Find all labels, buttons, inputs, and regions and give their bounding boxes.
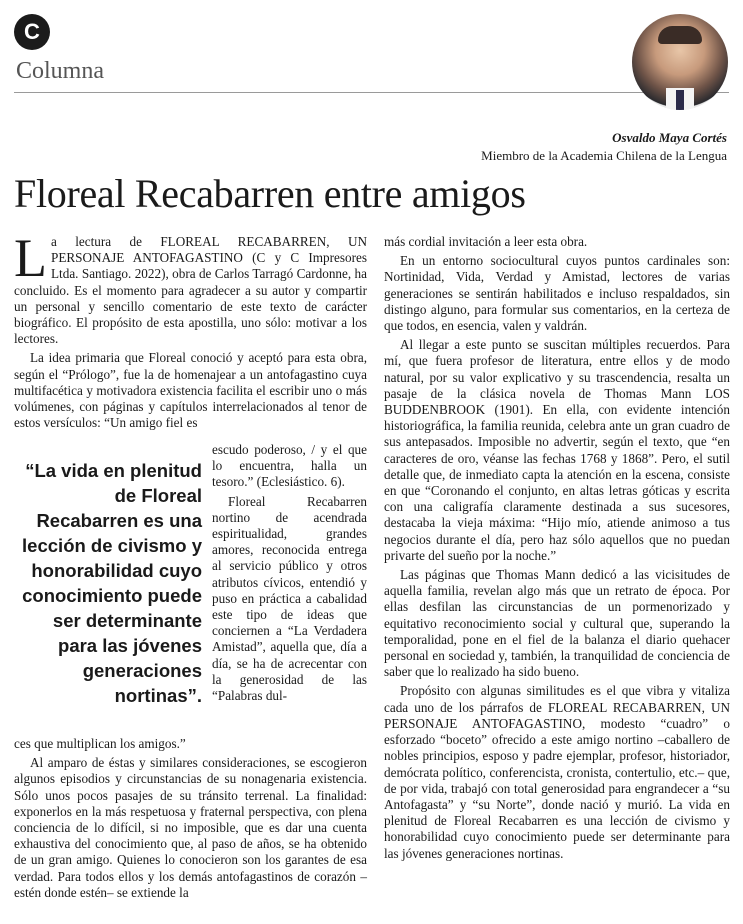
paragraph-8: Propósito con algunas similitudes es el que vibra y vitaliza cada uno de los párrafos de FLOREAL RECABARREN, UN PERSONAJE ANTOFAGASTINO, modesto “cuadro” o esforzado “boceto” ofrecido a este amigo nortino –caballero de nobles principios, esposo y padre ejemplar, profesor, historiador, demócrata político, conferencista, cronista, contertulio, etc.– que, de por vida, trabajó con total generosidad para engrandecer a “su Antofagasta” y “su Norte”, donde nació y murió. La vida en plenitud de Floreal Recabarren es una lección de civismo y honorabilidad cuyo conocimiento puede ser determinante para las jóvenes generaciones nortinas. xyxy=(384,683,730,861)
pull-quote: “La vida en plenitud de Floreal Recabarren es una lección de civismo y honorabilidad cuyo conocimiento puede ser determinante para las jóvenes generaciones nortinas”. xyxy=(22,460,202,706)
paragraph-2: La idea primaria que Floreal conoció y aceptó para esta obra, según el “Prólogo”, fue la de homenajear a un antofagastino cuya multifacética y motivadora existencia facilita el escribir uno o más volúmenes, con páginas y capítulos interrelacionados al tenor de estos versículos: “Un amigo fiel es xyxy=(14,350,367,431)
paragraph-7: Las páginas que Thomas Mann dedicó a las vicisitudes de aquella familia, revelan algo más que un retrato de época. Por ellas desfilan las circunstancias de un pormenorizado y equitativo reconocimiento social y cultural que, superando la temporalidad, pone en el fiel de la balanza el diario quehacer personal en sociedad y, también, la tranquilidad de conciencia de saber que lo realizado ha sido bueno. xyxy=(384,567,730,680)
column-left-top xyxy=(14,228,367,434)
author-name: Osvaldo Maya Cortés xyxy=(612,130,727,145)
column-left-bottom xyxy=(14,736,367,904)
paragraph-4-continued: más cordial invitación a leer esta obra. xyxy=(384,234,588,249)
paragraph-5: En un entorno sociocultural cuyos puntos cardinales son: Nortinidad, Vida, Verdad y Amistad, lectores de varias generaciones se sentirán habilitados e incluso respaldados, sin distingo alguno, para formular sus comentarios, en la certeza de que todos, en esencia, valen y valdrán. xyxy=(384,253,730,334)
column-narrow xyxy=(212,442,367,707)
paragraph-6: Al llegar a este punto se suscitan múltiples recuerdos. Para mí, que fuera profesor de literatura, entre ellos y de modo natural, por su valor explicativo y su trascendencia, resalta un pasaje de la clásica novela de Thomas Mann LOS BUDDENBROOK (1901). En ella, con evidente intención historiográfica, la familia reunida, celebra ante un gran cuadro de sus antepasados. Imposible no advertir, según el texto, que “en caracteres de oro, véanse las fechas 1768 y 1868”. Pero, el sutil detalle que, de inmediato capta la atención en la escena, consiste en que “Coronando el conjunto, en altas letras góticas y escrita con una caligrafía claramente destinada a sus sucesores, destacaba la vieja máxima: “Hijo mío, atiende animoso a tus negocios durante el día, pero haz sólo aquellos que no puedan privarte del sueño por la noche.” xyxy=(384,337,730,563)
paragraph-2-continued: escudo poderoso, / y el que lo encuentra, halla un tesoro.” (Eclesiástico. 6). xyxy=(212,442,367,490)
section-badge: C xyxy=(14,14,50,50)
headline: Floreal Recabarren entre amigos xyxy=(14,171,526,216)
drop-cap: L xyxy=(14,228,47,288)
paragraph-4: Al amparo de éstas y similares consideraciones, se escogieron algunos episodios y circunstancias de su nonagenaria existencia. Sólo unos pocos pasajes de su tránsito terrenal. La finalidad: exponerlos en la más respetuosa y fraternal perspectiva, con plena conciencia de lo difícil, si no imposible, que es dar una cuenta exhaustiva del conocimiento que, al paso de años, se ha obtenido de un gran amigo. Quienes lo conocieron son los garantes de esa verdad. Para todos ellos y los demás antofagastinos de corazón –estén donde estén– se extiende la xyxy=(14,755,367,900)
header-rule xyxy=(14,92,729,93)
paragraph-3: Floreal Recabarren nortino de acendrada espiritualidad, grandes amores, reconocida entrega al servicio público y otros atributos cívicos, entendió y puso en práctica a cabalidad este tipo de ideas que conciernen a “La Verdadera Amistad”, aquella que, día a día, se ha de acrecentar con la generosidad de las “Palabras dul- xyxy=(212,493,367,704)
author-role: Miembro de la Academia Chilena de la Lengua xyxy=(481,148,727,163)
paragraph-3-continued: ces que multiplican los amigos.” xyxy=(14,736,186,751)
author-photo xyxy=(632,14,728,110)
section-label: Columna xyxy=(16,58,104,84)
paragraph-1: La lectura de FLOREAL RECABARREN, UN PERSONAJE ANTOFAGASTINO (C y C Impresores Ltda. Santiago. 2022), obra de Carlos Tarragó Cardonne, ha concluido. Es el momento para agradecer a su autor y compartir un personal y sencillo comentario de este texto de carácter biográfico. El propósito de esta apostilla, uno sólo: motivar a los lectores. xyxy=(14,228,367,347)
column-right xyxy=(384,234,730,865)
